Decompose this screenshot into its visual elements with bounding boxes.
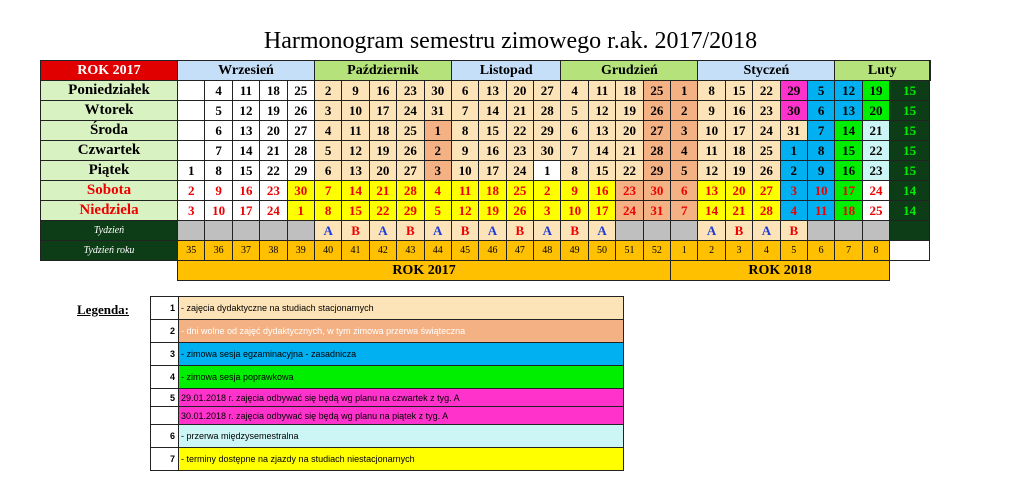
week-number-cell [890, 241, 930, 261]
day-count-cell: 15 [890, 81, 930, 101]
month-header: Wrzesień [178, 61, 315, 81]
date-cell: 3 [314, 101, 341, 121]
date-cell: 4 [205, 81, 232, 101]
date-cell: 26 [753, 161, 780, 181]
date-cell: 29 [534, 121, 561, 141]
date-cell: 19 [616, 101, 643, 121]
date-cell: 20 [862, 101, 889, 121]
date-cell: 20 [260, 121, 287, 141]
date-cell: 21 [506, 101, 533, 121]
legend-number: 4 [151, 366, 179, 389]
date-cell: 26 [287, 101, 314, 121]
date-cell: 13 [479, 81, 506, 101]
week-number-cell: 51 [616, 241, 643, 261]
date-cell: 17 [588, 201, 615, 221]
date-cell: 5 [807, 81, 834, 101]
date-cell [178, 141, 205, 161]
date-cell: 21 [260, 141, 287, 161]
date-cell: 10 [698, 121, 725, 141]
date-cell: 5 [424, 201, 451, 221]
month-header: Luty [835, 61, 930, 81]
week-ab-cell [616, 221, 643, 241]
date-cell: 20 [725, 181, 752, 201]
week-number-cell: 36 [205, 241, 232, 261]
day-name: Sobota [41, 181, 178, 201]
date-cell: 27 [287, 121, 314, 141]
date-cell: 21 [862, 121, 889, 141]
legend-number: 5 [151, 389, 179, 407]
date-cell: 12 [835, 81, 862, 101]
date-cell: 21 [369, 181, 396, 201]
legend-label: Legenda: [77, 302, 129, 317]
week-ab-cell: A [698, 221, 725, 241]
date-cell: 23 [753, 101, 780, 121]
date-cell: 18 [260, 81, 287, 101]
date-cell: 9 [807, 161, 834, 181]
date-cell: 8 [807, 141, 834, 161]
date-cell: 3 [424, 161, 451, 181]
date-cell: 12 [232, 101, 259, 121]
date-cell: 17 [479, 161, 506, 181]
date-cell: 30 [643, 181, 670, 201]
day-name: Poniedziałek [41, 81, 178, 101]
date-cell: 1 [534, 161, 561, 181]
date-cell: 7 [451, 101, 478, 121]
date-cell: 24 [862, 181, 889, 201]
date-cell: 26 [643, 101, 670, 121]
date-cell: 9 [698, 101, 725, 121]
date-cell: 29 [643, 161, 670, 181]
date-cell: 30 [287, 181, 314, 201]
date-cell: 4 [671, 141, 698, 161]
date-cell: 23 [616, 181, 643, 201]
date-cell: 4 [780, 201, 807, 221]
date-cell: 28 [753, 201, 780, 221]
date-cell: 7 [205, 141, 232, 161]
week-ab-cell: B [780, 221, 807, 241]
week-ab-cell [205, 221, 232, 241]
date-cell: 24 [616, 201, 643, 221]
date-cell: 25 [862, 201, 889, 221]
date-cell: 6 [205, 121, 232, 141]
week-number-cell: 2 [698, 241, 725, 261]
week-ab-cell: B [561, 221, 588, 241]
date-cell: 31 [780, 121, 807, 141]
week-ab-cell [807, 221, 834, 241]
date-cell: 14 [698, 201, 725, 221]
legend-item-text: - zimowa sesja egzaminacyjna - zasadnicza [179, 343, 624, 366]
date-cell: 11 [698, 141, 725, 161]
date-cell: 4 [314, 121, 341, 141]
date-cell: 7 [807, 121, 834, 141]
date-cell: 20 [616, 121, 643, 141]
week-number-cell: 42 [369, 241, 396, 261]
date-cell: 19 [369, 141, 396, 161]
date-cell: 10 [561, 201, 588, 221]
day-name: Czwartek [41, 141, 178, 161]
week-ab-cell: A [424, 221, 451, 241]
date-cell: 9 [342, 81, 369, 101]
date-cell: 23 [506, 141, 533, 161]
date-cell: 3 [780, 181, 807, 201]
date-cell: 16 [479, 141, 506, 161]
date-cell: 13 [232, 121, 259, 141]
legend-number: 6 [151, 425, 179, 448]
tydzien-roku-label: Tydzień roku [41, 241, 178, 261]
date-cell: 7 [561, 141, 588, 161]
date-cell: 15 [725, 81, 752, 101]
legend-number: 1 [151, 297, 179, 320]
day-count-cell: 15 [890, 141, 930, 161]
date-cell: 4 [561, 81, 588, 101]
date-cell: 1 [780, 141, 807, 161]
day-count-cell: 14 [890, 201, 930, 221]
week-ab-cell: B [397, 221, 424, 241]
date-cell: 29 [287, 161, 314, 181]
week-ab-cell: A [753, 221, 780, 241]
date-cell: 16 [835, 161, 862, 181]
date-cell: 1 [671, 81, 698, 101]
date-cell: 2 [314, 81, 341, 101]
date-cell: 15 [232, 161, 259, 181]
legend-item-text: - zajęcia dydaktyczne na studiach stacjonarnych [179, 297, 624, 320]
date-cell: 22 [369, 201, 396, 221]
legend-number [151, 407, 179, 425]
week-number-cell: 46 [479, 241, 506, 261]
date-cell: 18 [369, 121, 396, 141]
day-count-cell: 15 [890, 121, 930, 141]
week-ab-cell [671, 221, 698, 241]
week-number-cell: 4 [753, 241, 780, 261]
date-cell: 3 [178, 201, 205, 221]
date-cell: 18 [479, 181, 506, 201]
rok-2017-footer: ROK 2017 [178, 261, 671, 281]
date-cell: 6 [807, 101, 834, 121]
legend-number: 3 [151, 343, 179, 366]
date-cell: 22 [753, 81, 780, 101]
date-cell: 11 [807, 201, 834, 221]
date-cell: 13 [342, 161, 369, 181]
date-cell: 12 [342, 141, 369, 161]
date-cell: 8 [698, 81, 725, 101]
week-number-cell: 37 [232, 241, 259, 261]
day-name: Wtorek [41, 101, 178, 121]
date-cell: 15 [342, 201, 369, 221]
bottom-blank [890, 261, 930, 281]
week-ab-cell [835, 221, 862, 241]
week-ab-cell [862, 221, 889, 241]
week-ab-cell: B [506, 221, 533, 241]
month-header: Październik [314, 61, 451, 81]
date-cell: 11 [588, 81, 615, 101]
date-cell: 8 [451, 121, 478, 141]
week-number-cell: 47 [506, 241, 533, 261]
date-cell: 6 [314, 161, 341, 181]
date-cell: 28 [534, 101, 561, 121]
date-cell [178, 121, 205, 141]
date-cell: 5 [314, 141, 341, 161]
date-cell: 24 [753, 121, 780, 141]
date-cell: 10 [342, 101, 369, 121]
date-cell [178, 81, 205, 101]
date-cell: 24 [260, 201, 287, 221]
week-number-cell: 44 [424, 241, 451, 261]
date-cell: 19 [260, 101, 287, 121]
date-cell: 17 [232, 201, 259, 221]
month-header: Grudzień [561, 61, 698, 81]
date-cell: 18 [616, 81, 643, 101]
date-cell: 30 [534, 141, 561, 161]
date-cell: 3 [671, 121, 698, 141]
date-cell: 16 [588, 181, 615, 201]
page-title: Harmonogram semestru zimowego r.ak. 2017/2018 [263, 28, 758, 54]
date-cell: 9 [205, 181, 232, 201]
week-number-cell: 7 [835, 241, 862, 261]
date-cell: 28 [287, 141, 314, 161]
date-cell: 2 [534, 181, 561, 201]
date-cell: 22 [506, 121, 533, 141]
week-number-cell: 41 [342, 241, 369, 261]
date-cell: 6 [671, 181, 698, 201]
date-cell: 25 [753, 141, 780, 161]
date-cell: 25 [287, 81, 314, 101]
date-cell: 23 [862, 161, 889, 181]
date-cell [178, 101, 205, 121]
date-cell: 2 [671, 101, 698, 121]
date-cell: 17 [835, 181, 862, 201]
date-cell: 19 [479, 201, 506, 221]
date-cell: 7 [671, 201, 698, 221]
date-cell: 25 [397, 121, 424, 141]
date-cell: 22 [260, 161, 287, 181]
week-ab-cell: A [588, 221, 615, 241]
date-cell: 24 [506, 161, 533, 181]
date-cell: 14 [835, 121, 862, 141]
date-cell: 26 [506, 201, 533, 221]
date-cell: 30 [780, 101, 807, 121]
date-cell: 22 [862, 141, 889, 161]
date-cell: 11 [342, 121, 369, 141]
day-count-cell: 14 [890, 181, 930, 201]
date-cell: 30 [424, 81, 451, 101]
bottom-blank [41, 261, 178, 281]
date-cell: 26 [397, 141, 424, 161]
week-number-cell: 3 [725, 241, 752, 261]
legend-number: 2 [151, 320, 179, 343]
rok-2017-label: ROK 2017 [41, 61, 178, 81]
date-cell: 10 [451, 161, 478, 181]
date-cell: 5 [671, 161, 698, 181]
legend-item-text: 30.01.2018 r. zajęcia odbywać się będą wg planu na piątek z tyg. A [179, 407, 624, 425]
week-number-cell: 50 [588, 241, 615, 261]
date-cell: 9 [561, 181, 588, 201]
week-ab-cell: A [479, 221, 506, 241]
date-cell: 3 [534, 201, 561, 221]
week-number-cell: 38 [260, 241, 287, 261]
date-cell: 21 [616, 141, 643, 161]
date-cell: 14 [232, 141, 259, 161]
date-cell: 5 [205, 101, 232, 121]
date-cell: 24 [397, 101, 424, 121]
week-ab-cell [260, 221, 287, 241]
week-ab-cell [890, 221, 930, 241]
date-cell: 2 [780, 161, 807, 181]
date-cell: 10 [807, 181, 834, 201]
week-ab-cell [178, 221, 205, 241]
date-cell: 10 [205, 201, 232, 221]
day-count-cell: 15 [890, 161, 930, 181]
date-cell: 11 [232, 81, 259, 101]
date-cell: 8 [314, 201, 341, 221]
week-number-cell: 48 [534, 241, 561, 261]
week-ab-cell: A [314, 221, 341, 241]
date-cell: 28 [397, 181, 424, 201]
date-cell: 27 [643, 121, 670, 141]
date-cell: 18 [835, 201, 862, 221]
week-ab-cell [643, 221, 670, 241]
week-number-cell: 49 [561, 241, 588, 261]
date-cell: 16 [369, 81, 396, 101]
date-cell: 15 [479, 121, 506, 141]
week-ab-cell: A [369, 221, 396, 241]
date-cell: 9 [451, 141, 478, 161]
week-number-cell: 5 [780, 241, 807, 261]
legend-table [150, 296, 624, 471]
week-number-cell: 35 [178, 241, 205, 261]
date-cell: 14 [588, 141, 615, 161]
week-ab-cell: B [342, 221, 369, 241]
legend-number: 7 [151, 448, 179, 471]
date-cell: 4 [424, 181, 451, 201]
date-cell: 13 [698, 181, 725, 201]
date-cell: 12 [451, 201, 478, 221]
week-ab-cell: B [725, 221, 752, 241]
date-cell: 16 [725, 101, 752, 121]
day-name: Środa [41, 121, 178, 141]
date-cell: 2 [424, 141, 451, 161]
date-cell: 19 [862, 81, 889, 101]
date-cell: 31 [643, 201, 670, 221]
date-cell: 25 [643, 81, 670, 101]
week-ab-cell: A [534, 221, 561, 241]
date-cell: 17 [369, 101, 396, 121]
week-number-cell: 40 [314, 241, 341, 261]
date-cell: 1 [287, 201, 314, 221]
date-cell: 6 [451, 81, 478, 101]
date-cell: 18 [725, 141, 752, 161]
date-cell: 31 [424, 101, 451, 121]
date-cell: 15 [588, 161, 615, 181]
date-cell: 20 [369, 161, 396, 181]
date-cell: 16 [232, 181, 259, 201]
date-cell: 5 [561, 101, 588, 121]
date-cell: 28 [643, 141, 670, 161]
date-cell: 27 [534, 81, 561, 101]
date-cell: 11 [451, 181, 478, 201]
date-cell: 27 [397, 161, 424, 181]
date-cell: 1 [424, 121, 451, 141]
week-ab-cell [287, 221, 314, 241]
week-number-cell: 1 [671, 241, 698, 261]
legend-item-text: 29.01.2018 r. zajęcia odbywać się będą wg planu na czwartek z tyg. A [179, 389, 624, 407]
date-cell: 19 [725, 161, 752, 181]
date-cell: 23 [397, 81, 424, 101]
date-cell: 25 [506, 181, 533, 201]
day-count-cell: 15 [890, 101, 930, 121]
date-cell: 1 [178, 161, 205, 181]
header-blank [930, 61, 931, 81]
date-cell: 29 [780, 81, 807, 101]
tydzien-label: Tydzień [41, 221, 178, 241]
date-cell: 6 [561, 121, 588, 141]
date-cell: 22 [616, 161, 643, 181]
week-ab-cell [232, 221, 259, 241]
date-cell: 8 [561, 161, 588, 181]
date-cell: 12 [588, 101, 615, 121]
legend-item-text: - zimowa sesja poprawkowa [179, 366, 624, 389]
day-name: Niedziela [41, 201, 178, 221]
date-cell: 23 [260, 181, 287, 201]
date-cell: 15 [835, 141, 862, 161]
week-number-cell: 52 [643, 241, 670, 261]
date-cell: 27 [753, 181, 780, 201]
date-cell: 8 [205, 161, 232, 181]
date-cell: 13 [835, 101, 862, 121]
date-cell: 7 [314, 181, 341, 201]
legend-item-text: - terminy dostępne na zjazdy na studiach niestacjonarnych [179, 448, 624, 471]
date-cell: 29 [397, 201, 424, 221]
date-cell: 14 [479, 101, 506, 121]
date-cell: 21 [725, 201, 752, 221]
week-number-cell: 39 [287, 241, 314, 261]
date-cell: 12 [698, 161, 725, 181]
week-ab-cell: B [451, 221, 478, 241]
date-cell: 2 [178, 181, 205, 201]
schedule-table [40, 60, 931, 281]
date-cell: 14 [342, 181, 369, 201]
legend-item-text: - dni wolne od zajęć dydaktycznych, w tym zimowa przerwa świąteczna [179, 320, 624, 343]
week-number-cell: 45 [451, 241, 478, 261]
rok-2018-footer: ROK 2018 [671, 261, 890, 281]
day-name: Piątek [41, 161, 178, 181]
date-cell: 13 [588, 121, 615, 141]
week-number-cell: 8 [862, 241, 889, 261]
month-header: Styczeń [698, 61, 835, 81]
legend-item-text: - przerwa międzysemestralna [179, 425, 624, 448]
date-cell: 17 [725, 121, 752, 141]
week-number-cell: 6 [807, 241, 834, 261]
week-number-cell: 43 [397, 241, 424, 261]
month-header: Listopad [451, 61, 561, 81]
date-cell: 20 [506, 81, 533, 101]
